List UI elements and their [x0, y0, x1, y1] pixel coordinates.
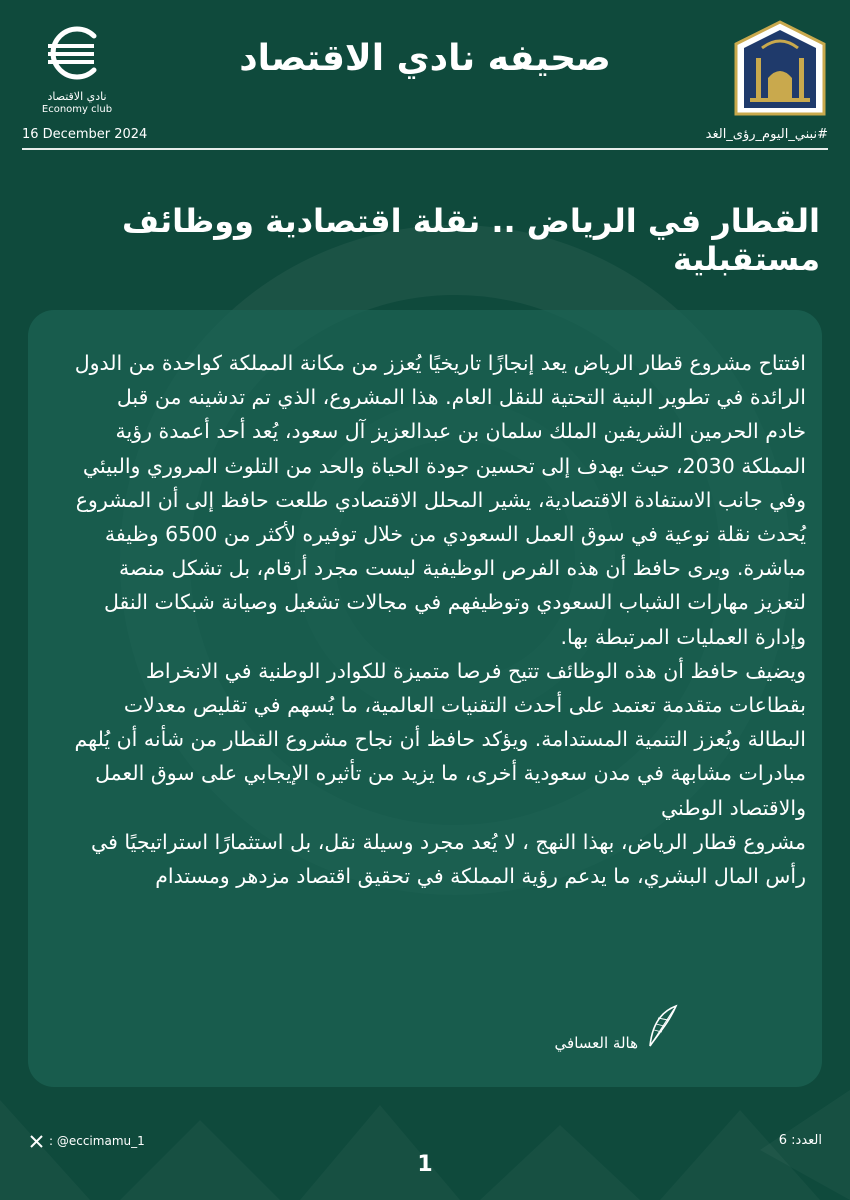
article-paragraph: وفي جانب الاستفادة الاقتصادية، يشير المحلل الاقتصادي طلعت حافظ إلى أن المشروع يُحدث نقلة نوعية في سوق العمل السعودي من خلال توفيره لأكثر من 6500 وظيفة مباشرة. ويرى حافظ أن هذه الفرص الوظيفية ليست مجرد أرقام، بل تشكل منصة لتعزيز مهارات الشباب السعودي وتوظيفهم في مجالات تشغيل وصيانة شبكات النقل وإدارة العمليات المرتبطة بها.: [75, 487, 806, 649]
quill-icon: [646, 1004, 680, 1048]
article-body: [70, 346, 806, 893]
issue-number: العدد: 6: [778, 1133, 822, 1148]
x-logo-icon: [30, 1135, 43, 1148]
social-handle-text: : @eccimamu_1: [49, 1134, 145, 1148]
author-signature: [535, 1002, 685, 1052]
header: [0, 0, 850, 150]
hashtag: #نبني_اليوم_رؤى_الغد: [705, 127, 828, 142]
article-headline: القطار في الرياض .. نقلة اقتصادية ووظائف مستقبلية: [121, 202, 820, 278]
page-number: 1: [417, 1152, 433, 1177]
club-name-arabic: نادي الاقتصاد: [47, 90, 107, 103]
article-paragraph: مشروع قطار الرياض، بهذا النهج ، لا يُعد مجرد وسيلة نقل، بل استثمارًا استراتيجيًا في رأس المال البشري، ما يدعم رؤية المملكة في تحقيق اقتصاد مزدهر ومستدام: [91, 829, 806, 889]
economy-club-logo: [22, 22, 132, 132]
issue-date: 16 December 2024: [22, 127, 148, 142]
university-logo: [732, 18, 828, 118]
article-paragraph: افتتاح مشروع قطار الرياض يعد إنجازًا تاريخيًا يُعزز من مكانة المملكة كواحدة من الدول الرائدة في تطوير البنية التحتية للنقل العام. هذا المشروع، الذي تم تدشينه من قبل خادم الحرمين الشريفين الملك سلمان بن عبدالعزيز آل سعود، يُعد أحد أعمدة رؤية المملكة 2030، حيث يهدف إلى تحسين جودة الحياة والحد من التلوث المروري والبيئي: [74, 351, 806, 478]
euro-sign-icon: [42, 22, 112, 84]
author-name: هالة العسافي: [554, 1034, 638, 1052]
social-handle[interactable]: [30, 1134, 145, 1148]
header-divider: [22, 148, 828, 150]
article-paragraph: ويضيف حافظ أن هذه الوظائف تتيح فرصا متميزة للكوادر الوطنية في الانخراط بقطاعات متقدمة تعتمد على أحدث التقنيات العالمية، ما يُسهم في تقليص معدلات البطالة ويُعزز التنمية المستدامة. ويؤكد حافظ أن نجاح مشروع القطار من شأنه أن يُلهم مبادرات مشابهة في مدن سعودية أخرى، ما يزيد من تأثيره الإيجابي على سوق العمل والاقتصاد الوطني: [74, 658, 806, 820]
club-name-english: Economy club: [41, 104, 113, 115]
newspaper-title: صحيفه نادي الاقتصاد: [239, 38, 611, 79]
